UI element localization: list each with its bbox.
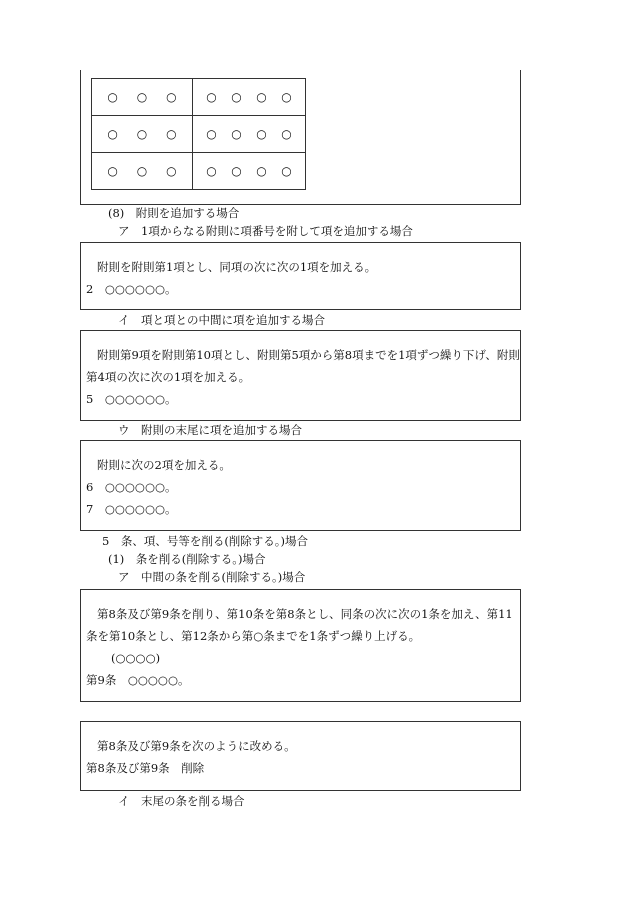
box-line: 6 ○○○○○○。 [86, 480, 177, 494]
example-box [80, 440, 521, 531]
subsection-heading: ア 中間の条を削る(削除する。)場合 [118, 570, 306, 584]
subsection-heading: イ 項と項との中間に項を追加する場合 [118, 313, 325, 327]
box-line: (○○○○) [111, 651, 161, 665]
placeholder-table [91, 78, 306, 190]
table-row: ○ ○ ○ ○ ○ ○ ○ [92, 79, 306, 116]
subsection-heading: ウ 附則の末尾に項を追加する場合 [118, 423, 302, 437]
table-row: ○ ○ ○ ○ ○ ○ ○ [92, 153, 306, 190]
box-line: 附則に次の2項を加える。 [97, 458, 231, 472]
example-box [80, 589, 521, 702]
subsection-heading: イ 末尾の条を削る場合 [118, 794, 245, 808]
box-line: 第8条及び第9条を削り、第10条を第8条とし、同条の次に次の1条を加え、第11 [97, 607, 513, 621]
example-box [80, 721, 521, 791]
box-line: 7 ○○○○○○。 [86, 502, 177, 516]
example-box [80, 242, 521, 310]
box-line: 附則を附則第1項とし、同項の次に次の1項を加える。 [97, 260, 377, 274]
subsection-heading: (1) 条を削る(削除する。)場合 [108, 552, 266, 566]
table-row: ○ ○ ○ ○ ○ ○ ○ [92, 116, 306, 153]
box-line: 5 ○○○○○○。 [86, 392, 177, 406]
box-line: 2 ○○○○○○。 [86, 282, 177, 296]
box-line: 第8条及び第9条を次のように改める。 [97, 739, 296, 753]
section-heading: 5 条、項、号等を削る(削除する。)場合 [102, 534, 309, 548]
box-line: 条を第10条とし、第12条から第○条までを1条ずつ繰り上げる。 [86, 629, 421, 643]
box-line: 附則第9項を附則第10項とし、附則第5項から第8項までを1項ずつ繰り下げ、附則 [97, 348, 520, 362]
section-heading: (8) 附則を追加する場合 [108, 206, 240, 220]
box-line: 第4項の次に次の1項を加える。 [86, 370, 251, 384]
subsection-heading: ア 1項からなる附則に項番号を附して項を追加する場合 [118, 224, 413, 238]
box-line: 第9条 ○○○○○。 [86, 673, 190, 687]
example-box [80, 330, 521, 421]
box-line: 第8条及び第9条 削除 [86, 761, 205, 775]
